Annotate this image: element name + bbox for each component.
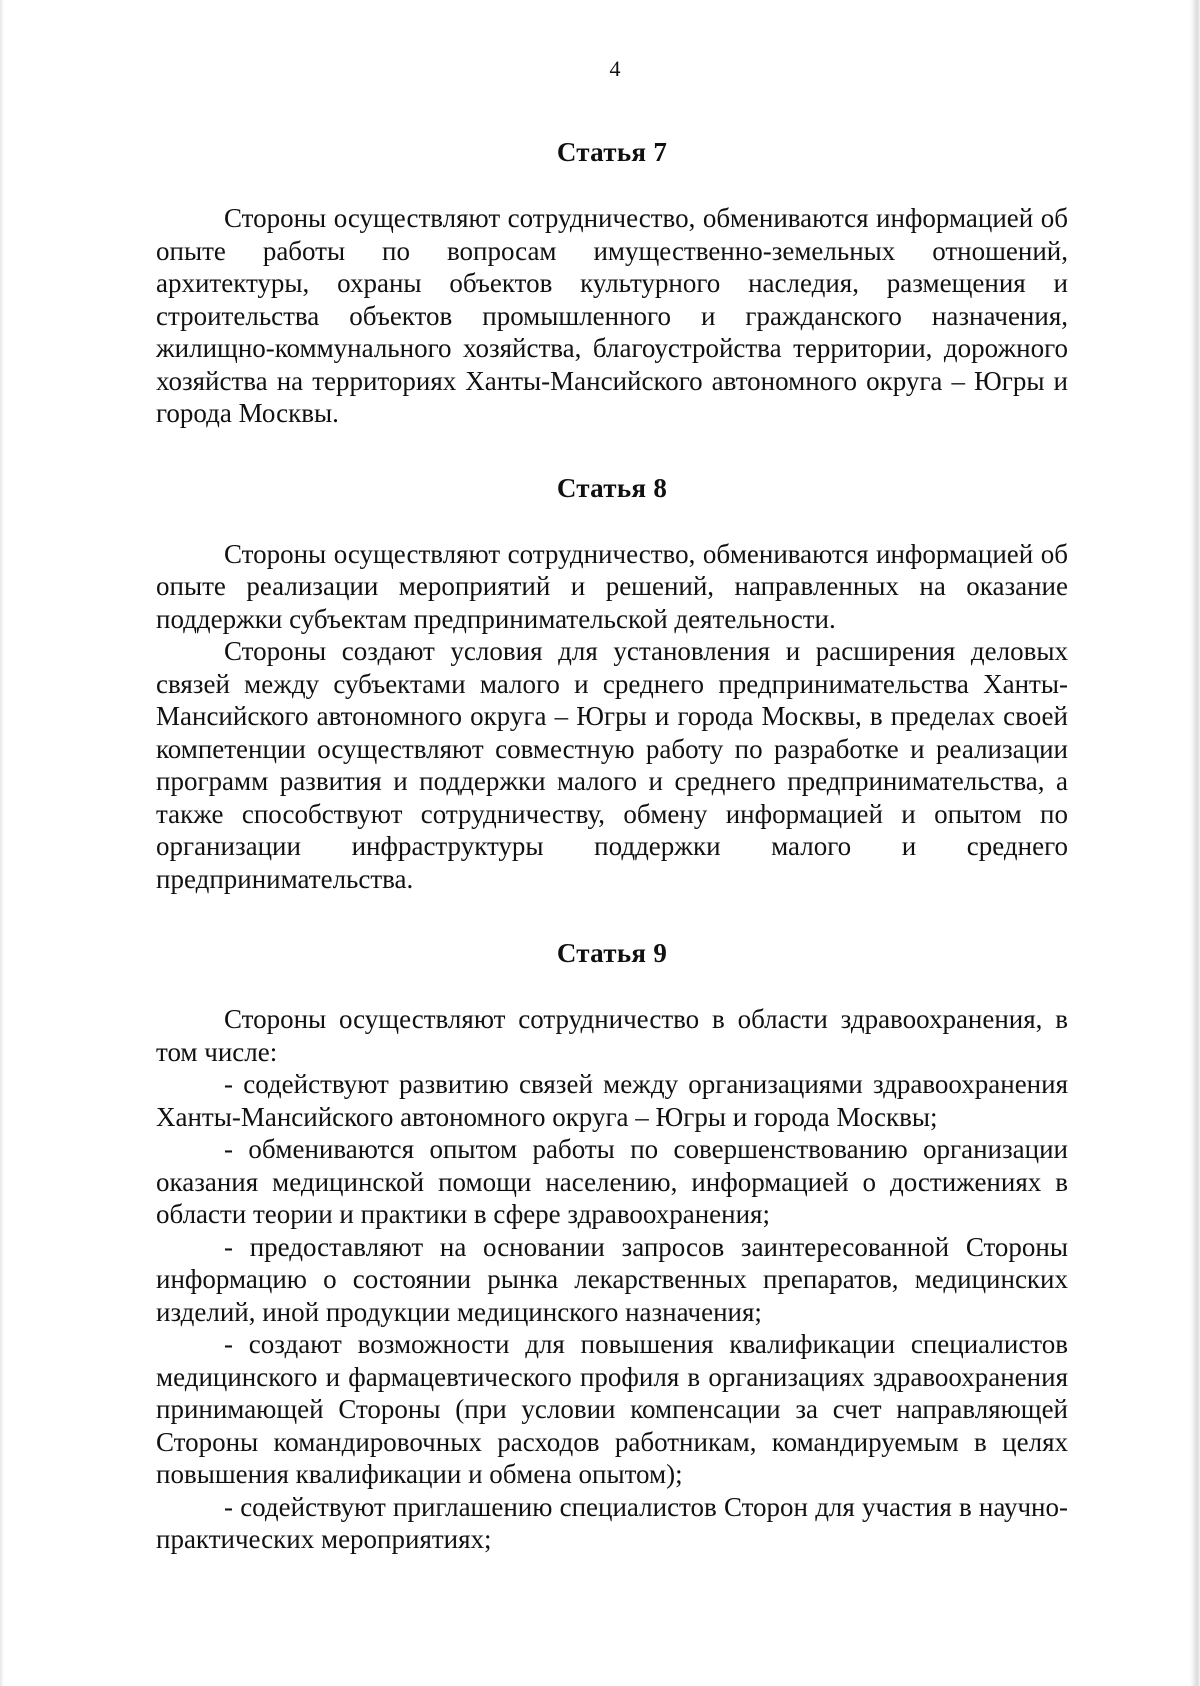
list-item: - создают возможности для повышения квалификации специалистов медицинского и фармацевтического профиля в организациях здравоохранения принимающей Стороны (при условии компенсации за счет направляющей Стороны командировочных расходов работникам, командируемым в целях повышения квалификации и обмена опытом); [156, 1329, 1068, 1489]
scan-edge-right [1190, 0, 1200, 1686]
article-9 [156, 937, 1068, 1556]
list-item: - предоставляют на основании запросов заинтересованной Стороны информацию о состоянии рынка лекарственных препаратов, медицинских изделий, иной продукции медицинского назначения; [156, 1231, 1068, 1327]
list-item: - содействуют развитию связей между организациями здравоохранения Ханты-Мансийского автономного округа – Югры и города Москвы; [156, 1069, 1068, 1132]
list-item: - обмениваются опытом работы по совершенствованию организации оказания медицинской помощи населению, информацией о достижениях в области теории и практики в сфере здравоохранения; [156, 1134, 1068, 1229]
article-heading: Статья 7 [556, 137, 668, 167]
page-number: 4 [609, 56, 621, 81]
article-paragraph: Стороны осуществляют сотрудничество в области здравоохранения, в том числе: [156, 1004, 1068, 1067]
article-heading: Статья 8 [556, 472, 668, 503]
article-paragraph: Стороны осуществляют сотрудничество, обмениваются информацией об опыте реализации мероприятий и решений, направленных на оказание поддержки субъектам предпринимательской деятельности. [156, 538, 1068, 634]
article-paragraph: Стороны осуществляют сотрудничество, обмениваются информацией об опыте работы по вопросам имущественно-земельных отношений, архитектуры, охраны объектов культурного наследия, размещения и строительства объектов промышленного и гражданского назначения, жилищно-коммунального хозяйства, благоустройства территории, дорожного хозяйства на территориях Ханты-Мансийского автономного округа – Югры и города Москвы. [156, 203, 1068, 428]
article-heading: Статья 9 [556, 938, 668, 968]
document-body [156, 136, 1068, 1556]
article-paragraph: Стороны создают условия для установления и расширения деловых связей между субъектами малого и среднего предпринимательства Ханты-Мансийского автономного округа – Югры и города Москвы, в пределах своей компетенции осуществляют совместную работу по разработке и реализации программ развития и поддержки малого и среднего предпринимательства, а также способствуют сотрудничеству, обмену информацией и опытом по организации инфраструктуры поддержки малого и среднего предпринимательства. [156, 636, 1068, 894]
article-7 [156, 136, 1068, 430]
scan-edge-left [0, 0, 4, 1686]
list-item: - содействуют приглашению специалистов Сторон для участия в научно-практических мероприятиях; [156, 1491, 1068, 1554]
article-8 [156, 472, 1068, 896]
